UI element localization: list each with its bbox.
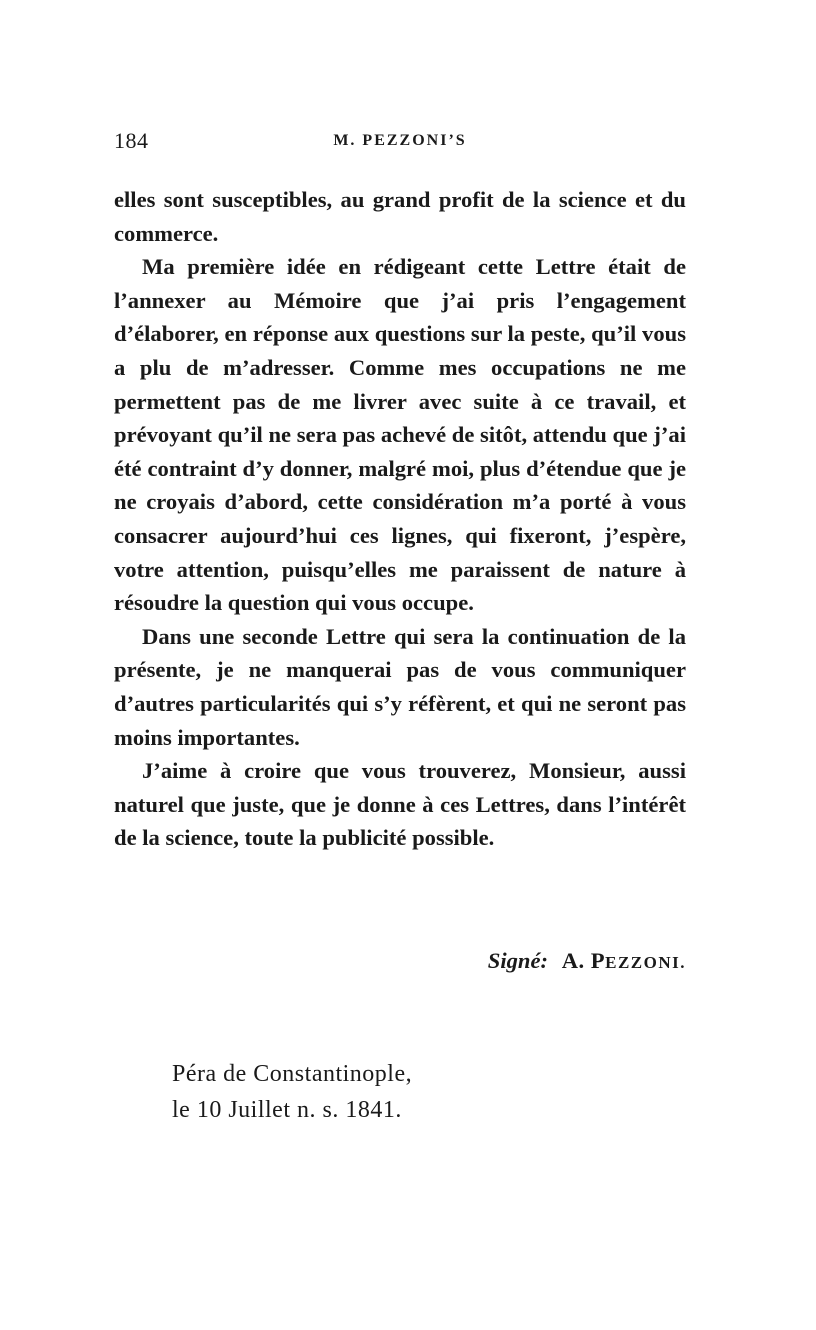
running-head: M. PEZZONI’S: [333, 132, 467, 149]
place-line: Péra de Constantinople,: [172, 1061, 413, 1087]
place-and-date: [172, 1056, 412, 1128]
paragraph-publicity: J’aime à croire que vous trouverez, Monsieur, aussi naturel que juste, que je donne à ces Lettres, dans l’intérêt de la science, toute la publicité possible.: [114, 758, 686, 851]
paragraph-continuation: elles sont susceptibles, au grand profit de la science et du commerce.: [114, 187, 686, 246]
page-header: [114, 128, 686, 158]
paragraph-first-idea: Ma première idée en rédigeant cette Lettre était de l’annexer au Mémoire que j’ai pris l’engagement d’élaborer, en réponse aux questions sur la peste, qu’il vous a plu de m’adresser. Comme mes occupations ne me permettent pas de me livrer avec suite à ce travail, et prévoyant qu’il ne sera pas achevé de sitôt, attendu que j’ai été contraint d’y donner, malgré moi, plus d’étendue que je ne croyais d’abord, cette considération m’a porté à vous consacrer aujourd’hui ces lignes, qui fixeront, j’espère, votre attention, puisqu’elles me paraissent de nature à résoudre la question qui vous occupe.: [114, 254, 686, 616]
signature-name: [562, 948, 686, 973]
signature-surname: EZZONI.: [605, 953, 686, 972]
page-number: 184: [114, 128, 149, 153]
signature-label: Signé:: [487, 948, 549, 973]
paragraph-second-letter: Dans une seconde Lettre qui sera la continuation de la présente, je ne manquerai pas de vous communiquer d’autres particularités qui s’y réfèrent, et qui ne seront pas moins importantes.: [114, 623, 686, 750]
signature-initial: A. P: [561, 948, 606, 973]
date-line: le 10 Juillet n. s. 1841.: [172, 1097, 402, 1123]
signature: [488, 948, 686, 974]
body-text: [114, 183, 686, 855]
